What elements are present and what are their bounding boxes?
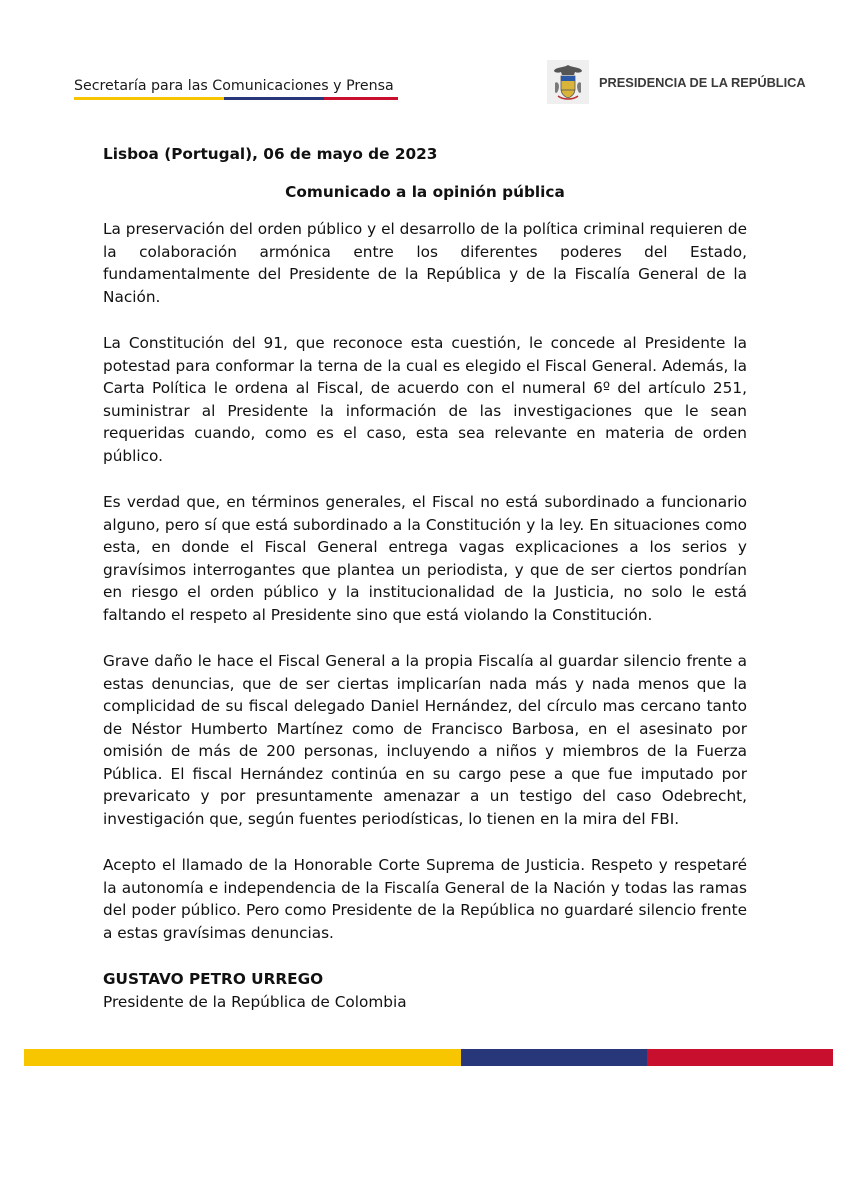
footer-red-stripe [647,1049,833,1066]
underline-yellow [74,97,224,100]
footer-blue-stripe [461,1049,647,1066]
colombia-coat-of-arms-icon [547,60,589,104]
document-title: Comunicado a la opinión pública [285,182,565,201]
office-name: Secretaría para las Comunicaciones y Prensa [74,78,394,94]
footer-flag-bar [24,1049,833,1066]
presidencia-logo [547,60,806,104]
document-body [103,143,747,1013]
paragraph: Grave daño le hace el Fiscal General a la propia Fiscalía al guardar silencio frente a estas denuncias, que de ser ciertas implicarían nada más y nada menos que la complicidad de su fiscal delegado Daniel Hernández, del círculo mas cercano tanto de Néstor Humberto Martínez como de Francisco Barbosa, en el asesinato por omisión de más de 200 personas, incluyendo a niños y miembros de la Fuerza Pública. El fiscal Hernández continúa en su cargo pese a que fue imputado por prevaricato y por presuntamente amenazar a un testigo del caso Odebrecht, investigación que, según fuentes periodísticas, lo tienen en la mira del FBI. [103,652,747,828]
signature-role: Presidente de la República de Colombia [103,992,407,1011]
underline-red [324,97,398,100]
paragraph: Acepto el llamado de la Honorable Corte Suprema de Justicia. Respeto y respetaré la autonomía e independencia de la Fiscalía General de la Nación y todas las ramas del poder público. Pero como Presidente de la República no guardaré silencio frente a estas gravísimas denuncias. [103,856,747,942]
dateline: Lisboa (Portugal), 06 de mayo de 2023 [103,145,438,163]
paragraph: La preservación del orden público y el desarrollo de la política criminal requieren de la colaboración armónica entre los diferentes poderes del Estado, fundamentalmente del Presidente de la República y de la Fiscalía General de la Nación. [103,220,747,306]
underline-blue [224,97,324,100]
paragraph: Es verdad que, en términos generales, el Fiscal no está subordinado a funcionario alguno, pero sí que está subordinado a la Constitución y la ley. En situaciones como esta, en donde el Fiscal General entrega vagas explicaciones a los serios y gravísimos interrogantes que plantea un periodista, y que de ser ciertos pondrían en riesgo el orden público y la institucionalidad de la Justicia, no solo le está faltando el respeto al Presidente sino que está violando la Constitución. [103,493,747,624]
footer-yellow-stripe [24,1049,461,1066]
institution-name: PRESIDENCIA DE LA REPÚBLICA [599,74,806,90]
signature-name: GUSTAVO PETRO URREGO [103,970,324,988]
paragraph: La Constitución del 91, que reconoce esta cuestión, le concede al Presidente la potestad para conformar la terna de la cual es elegido el Fiscal General. Además, la Carta Política le ordena al Fiscal, de acuerdo con el numeral 6º del artículo 251, suministrar al Presidente la información de las investigaciones que le sean requeridas cuando, como es el caso, esta sea relevante en materia de orden público. [103,334,747,465]
